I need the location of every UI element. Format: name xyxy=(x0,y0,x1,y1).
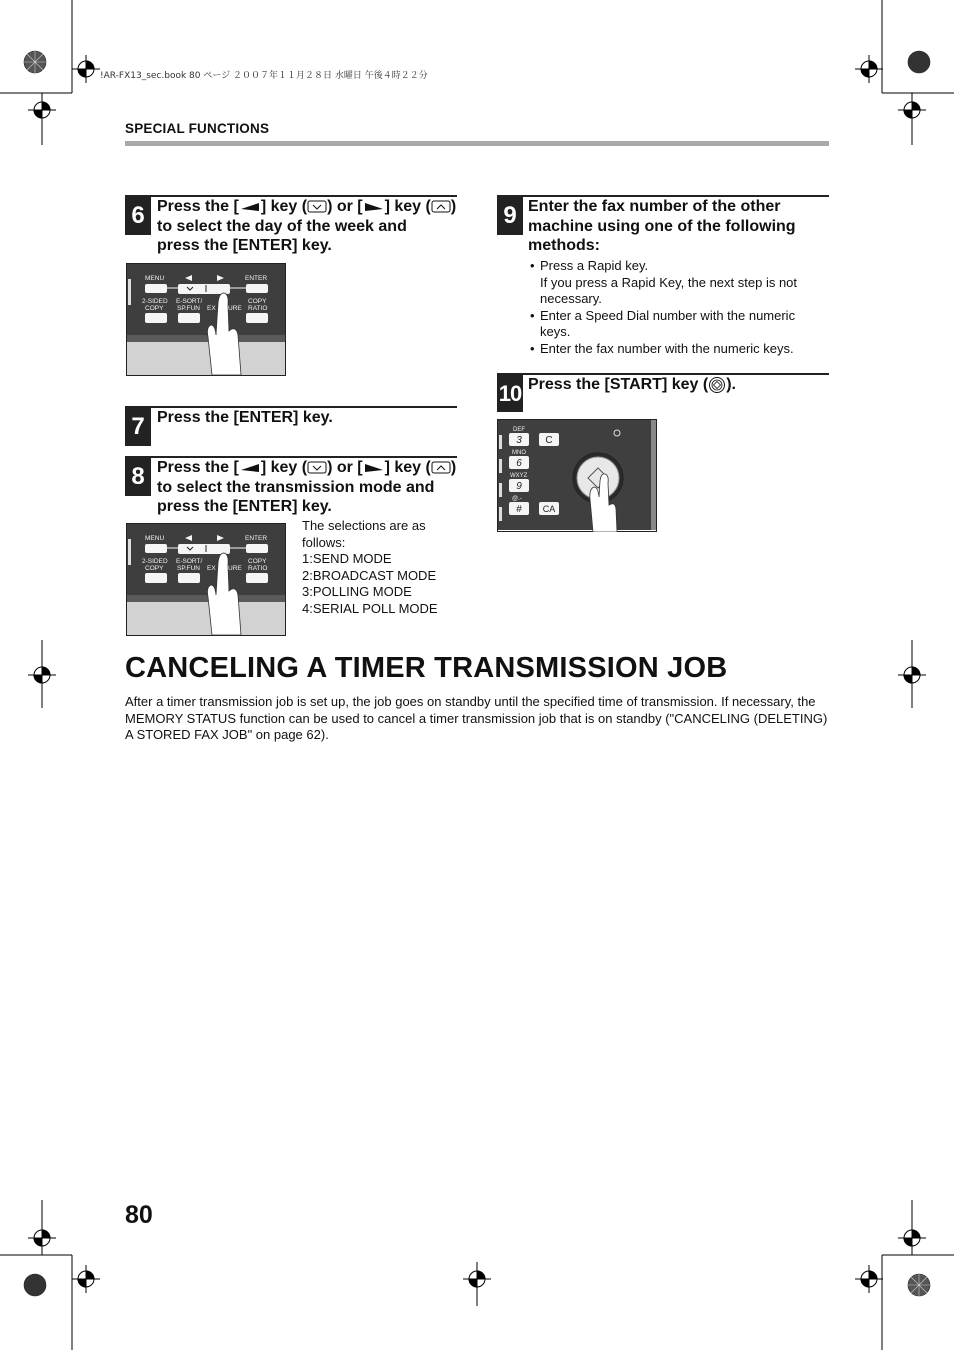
page-number: 80 xyxy=(125,1201,153,1229)
list-item: • Enter a Speed Dial number with the numeric keys. xyxy=(530,308,830,341)
operation-panel-illustration xyxy=(126,523,286,636)
exposure-label-right: URE xyxy=(228,305,242,312)
start-key-icon xyxy=(708,376,726,394)
note-line: follows: xyxy=(302,534,346,550)
step-number: 9 xyxy=(497,196,523,235)
list-item: • Enter the fax number with the numeric keys. xyxy=(530,341,830,358)
exposure-label-right: URE xyxy=(228,565,242,572)
step-instruction: Press the [ENTER] key. xyxy=(157,409,333,426)
step-instruction: Press the [START] key ( ). xyxy=(528,376,736,393)
step-6 xyxy=(125,195,457,259)
note-line: 4:SERIAL POLL MODE xyxy=(302,600,438,616)
step-8 xyxy=(125,456,457,520)
down-arrow-key-icon xyxy=(307,461,327,474)
step-number: 8 xyxy=(125,457,151,496)
copy-ratio-label: COPY xyxy=(248,558,267,565)
enter-label: ENTER xyxy=(245,275,268,282)
copy-ratio-label: COPY xyxy=(248,298,267,305)
section-header: SPECIAL FUNCTIONS xyxy=(125,121,270,136)
note-line: 1:SEND MODE xyxy=(302,551,392,567)
section-title: CANCELING A TIMER TRANSMISSION JOB xyxy=(125,652,728,684)
symbol-label: @.- xyxy=(512,496,522,502)
left-arrow-key-icon xyxy=(239,201,261,213)
section-rule xyxy=(125,141,829,146)
step-number: 7 xyxy=(125,407,151,446)
operation-panel-illustration xyxy=(126,263,286,376)
mno-label: MNO xyxy=(512,450,526,456)
esort-label: E-SORT/ xyxy=(176,298,203,305)
note-line: The selections are as xyxy=(302,518,426,533)
method-list xyxy=(530,258,830,358)
two-sided-label: 2-SIDED xyxy=(142,298,168,305)
up-arrow-key-icon xyxy=(431,200,451,213)
key-hash: # xyxy=(516,504,522,515)
step-10 xyxy=(497,373,829,413)
spfun-label: SP.FUN xyxy=(177,305,200,312)
menu-label: MENU xyxy=(145,535,165,542)
step-number: 6 xyxy=(125,196,151,235)
def-label: DEF xyxy=(513,427,525,433)
two-sided-label: 2-SIDED xyxy=(142,558,168,565)
up-arrow-key-icon xyxy=(431,461,451,474)
key-3: 3 xyxy=(516,435,522,446)
esort-label: E-SORT/ xyxy=(176,558,203,565)
section-body: After a timer transmission job is set up, the job goes on standby until the specified time of transmission. If necessary, the MEMORY STATUS function can be used to cancel a timer transmission job that is on standby ("CANCELING (DELETING) A STORED FAX JOB" on page 62). xyxy=(125,694,828,743)
key-9: 9 xyxy=(516,481,522,492)
menu-label: MENU xyxy=(145,275,165,282)
step-instruction: Press the [ ] key ( ) or [ ] key ( ) to select the day of the week and press the [ENTER] key. xyxy=(157,198,457,254)
ratio-label: RATIO xyxy=(248,305,268,312)
right-arrow-key-icon xyxy=(363,201,385,213)
print-metadata: !AR-FX13_sec.book 80 ページ ２００７年１１月２８日 水曜日 午後４時２２分 xyxy=(100,71,428,81)
wxyz-label: WXYZ xyxy=(510,473,528,479)
note-line: 3:POLLING MODE xyxy=(302,584,412,600)
ratio-label: RATIO xyxy=(248,565,268,572)
step-7 xyxy=(125,406,457,446)
exposure-label-left: EX xyxy=(207,305,216,312)
step-instruction: Enter the fax number of the other machine using one of the following methods: xyxy=(528,198,796,254)
list-item: • Press a Rapid key. If you press a Rapid Key, the next step is not necessary. xyxy=(530,258,830,308)
step-number: 10 xyxy=(497,374,523,412)
down-arrow-key-icon xyxy=(307,200,327,213)
selection-note xyxy=(302,518,462,618)
note-line: 2:BROADCAST MODE xyxy=(302,567,437,583)
enter-label: ENTER xyxy=(245,535,268,542)
right-arrow-key-icon xyxy=(363,462,385,474)
copy-label: COPY xyxy=(145,305,164,312)
copy-label: COPY xyxy=(145,565,164,572)
key-ca: CA xyxy=(542,504,556,514)
start-key-panel-illustration xyxy=(497,419,657,532)
spfun-label: SP.FUN xyxy=(177,565,200,572)
key-c: C xyxy=(545,435,553,446)
step-9 xyxy=(497,195,829,259)
step-instruction: Press the [ ] key ( ) or [ ] key ( ) to select the transmission mode and press the [ENTER] key. xyxy=(157,459,457,515)
key-6: 6 xyxy=(516,458,522,469)
exposure-label-left: EX xyxy=(207,565,216,572)
left-arrow-key-icon xyxy=(239,462,261,474)
